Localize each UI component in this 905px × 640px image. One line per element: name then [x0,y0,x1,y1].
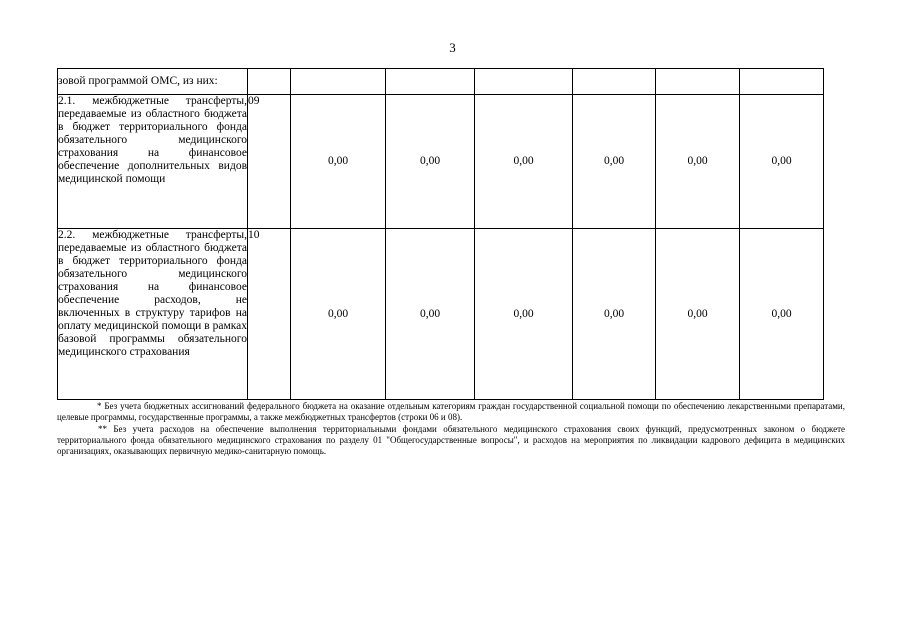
row-description: 2.2. межбюджетные трансферты, передаваемые из областного бюджета в бюджет территориального фонда обязательного медицинского страхования на финансовое обеспечение расходов, не включенных в структуру тарифов на оплату медицинской помощи в рамках базовой программы обязательного медицинского страхования [58,229,248,400]
value-cell: 0,00 [386,95,475,229]
value-cell: 0,00 [656,229,740,400]
budget-table [57,68,824,400]
value-cell: 0,00 [475,229,573,400]
row-code: 09 [248,95,291,229]
row-code [248,69,291,95]
footnote-2: ** Без учета расходов на обеспечение выполнения территориальными фондами обязательного медицинского страхования своих функций, предусмотренных законом о бюджете территориального фонда обязательного медицинского страхования по разделу 01 "Общегосударственные вопросы", и расходов на мероприятия по ликвидации кадрового дефицита в медицинских организациях, оказывающих первичную медико-санитарную помощь. [57,423,845,457]
value-cell: 0,00 [740,95,824,229]
footnote-1: * Без учета бюджетных ассигнований федерального бюджета на оказание отдельным категориям граждан государственной социальной помощи по обеспечению лекарственными препаратами, целевые программы, государственные программы, а также межбюджетных трансфертов (строки 06 и 08). [57,401,845,423]
table-row [58,229,824,400]
value-cell [656,69,740,95]
value-cell [740,69,824,95]
value-cell: 0,00 [573,95,656,229]
table-row [58,95,824,229]
value-cell: 0,00 [740,229,824,400]
value-cell [573,69,656,95]
value-cell: 0,00 [475,95,573,229]
value-cell [475,69,573,95]
value-cell: 0,00 [386,229,475,400]
page-number: 3 [449,40,456,55]
value-cell: 0,00 [291,229,386,400]
value-cell: 0,00 [573,229,656,400]
value-cell [386,69,475,95]
value-cell [291,69,386,95]
footnotes [57,401,845,457]
value-cell: 0,00 [291,95,386,229]
row-description: 2.1. межбюджетные трансферты, передаваемые из областного бюджета в бюджет территориального фонда обязательного медицинского страхования на финансовое обеспечение дополнительных видов медицинской помощи [58,95,248,229]
row-code: 10 [248,229,291,400]
value-cell: 0,00 [656,95,740,229]
table-row [58,69,824,95]
row-description: зовой программой ОМС, из них: [58,69,248,95]
